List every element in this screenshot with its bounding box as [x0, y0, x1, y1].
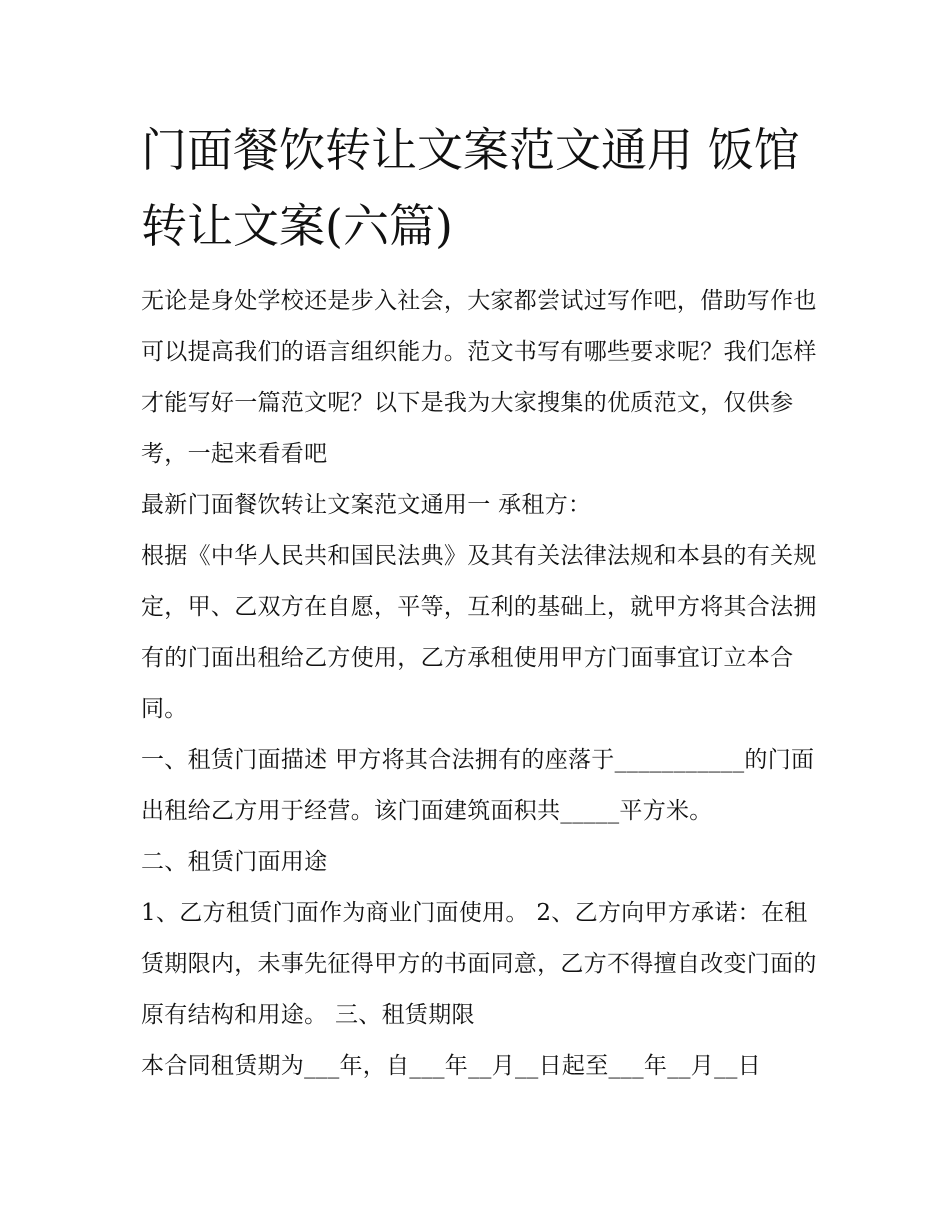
clause-2-content: 1、乙方租赁门面作为商业门面使用。 2、乙方向甲方承诺：在租赁期限内，未事先征得甲方的书面同意，乙方不得擅自改变门面的原有结构和用途。 三、租赁期限 — [141, 900, 817, 1028]
clause-2-heading: 二、租赁门面用途 — [141, 849, 328, 875]
document-title: 门面餐饮转让文案范文通用 饭馆转让文案(六篇) — [141, 123, 800, 253]
section-heading-tenant: 最新门面餐饮转让文案范文通用一 承租方： — [141, 492, 592, 518]
legal-basis-paragraph: 根据《中华人民共和国民法典》及其有关法律法规和本县的有关规定，甲、乙双方在自愿，平等，互利的基础上，就甲方将其合法拥有的门面出租给乙方使用，乙方承租使用甲方门面事宜订立本合同。 — [141, 543, 817, 722]
intro-paragraph: 无论是身处学校还是步入社会，大家都尝试过写作吧，借助写作也可以提高我们的语言组织能力。范文书写有哪些要求呢？我们怎样才能写好一篇范文呢？以下是我为大家搜集的优质范文，仅供参考，一起来看看吧 — [141, 288, 817, 467]
clause-1-description: 一、租赁门面描述 甲方将其合法拥有的座落于___________的门面出租给乙方用于经营。该门面建筑面积共_____平方米。 — [141, 747, 815, 824]
document-body — [141, 276, 821, 1092]
lease-term-paragraph: 本合同租赁期为___年，自___年__月__日起至___年__月__日 — [141, 1053, 761, 1079]
